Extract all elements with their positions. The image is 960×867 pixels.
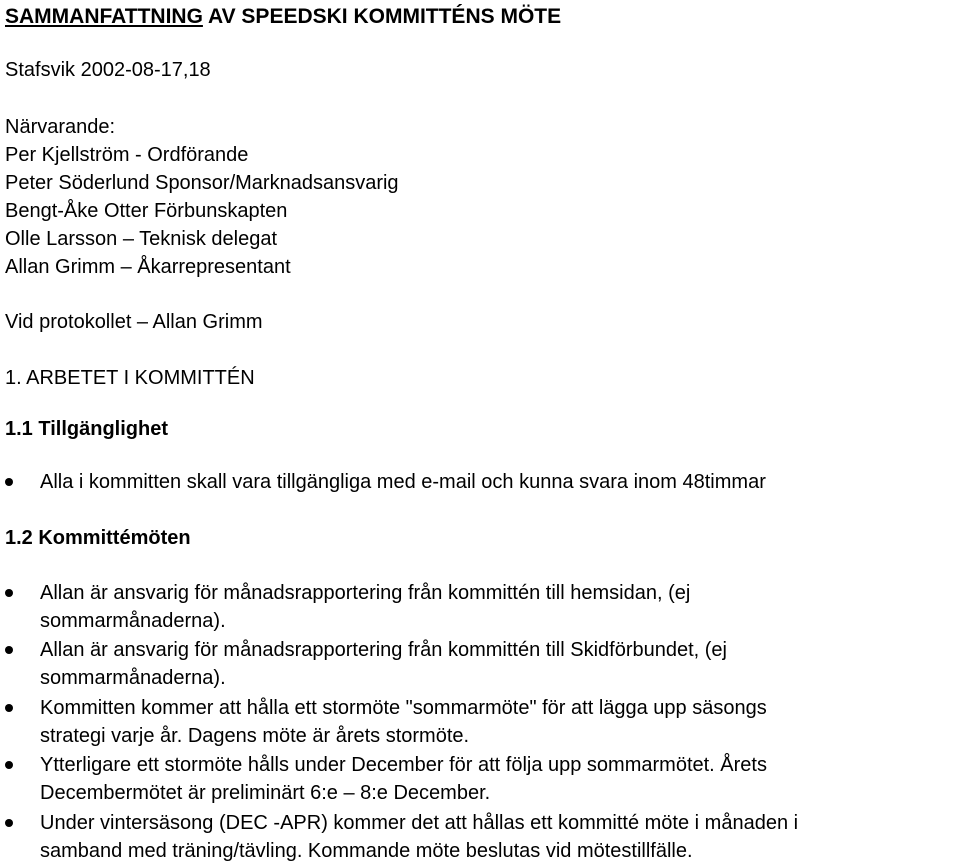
section-heading: 1. ARBETET I KOMMITTÉN: [5, 367, 255, 389]
place-date: Stafsvik 2002-08-17,18: [5, 59, 211, 81]
bullet-icon: [5, 478, 13, 486]
attendee: Bengt-Åke Otter Förbunskapten: [5, 200, 288, 222]
bullet-icon: [5, 646, 13, 654]
list-item-text: Allan är ansvarig för månadsrapportering från kommittén till hemsidan, (ej sommarmånaderna).: [40, 582, 691, 632]
attendees-label: Närvarande:: [5, 116, 116, 138]
title-underlined: SAMMANFATTNING: [5, 5, 203, 28]
document-title: [5, 3, 561, 31]
list-item-text: Allan är ansvarig för månadsrapportering från kommittén till Skidförbundet, (ej sommarmånaderna).: [40, 639, 727, 689]
list-item-text: Kommitten kommer att hålla ett stormöte "sommarmöte" för att lägga upp säsongs strategi varje år. Dagens möte är årets stormöte.: [40, 697, 767, 747]
attendee: Olle Larsson – Teknisk delegat: [5, 228, 278, 250]
bullet-icon: [5, 761, 13, 769]
list-item-text: Ytterligare ett stormöte hålls under December för att följa upp sommarmötet. Årets Decembermötet är preliminärt 6:e – 8:e December.: [40, 754, 767, 804]
title-rest: AV SPEEDSKI KOMMITTÉNS MÖTE: [202, 5, 562, 28]
subsection-heading: 1.2 Kommittémöten: [5, 527, 191, 549]
bullet-icon: [5, 704, 13, 712]
minutes-by: Vid protokollet – Allan Grimm: [5, 311, 263, 333]
list-item-text: Alla i kommitten skall vara tillgängliga med e-mail och kunna svara inom 48timmar: [40, 471, 766, 493]
attendee: Peter Söderlund Sponsor/Marknadsansvarig: [5, 172, 399, 194]
bullet-icon: [5, 819, 13, 827]
subsection-heading: 1.1 Tillgänglighet: [5, 418, 168, 440]
list-item-text: Under vintersäsong (DEC -APR) kommer det att hållas ett kommitté möte i månaden i samband med träning/tävling. Kommande möte beslutas vid mötestillfälle.: [40, 812, 799, 862]
attendee: Per Kjellström - Ordförande: [5, 144, 249, 166]
attendee: Allan Grimm – Åkarrepresentant: [5, 256, 291, 278]
bullet-icon: [5, 589, 13, 597]
